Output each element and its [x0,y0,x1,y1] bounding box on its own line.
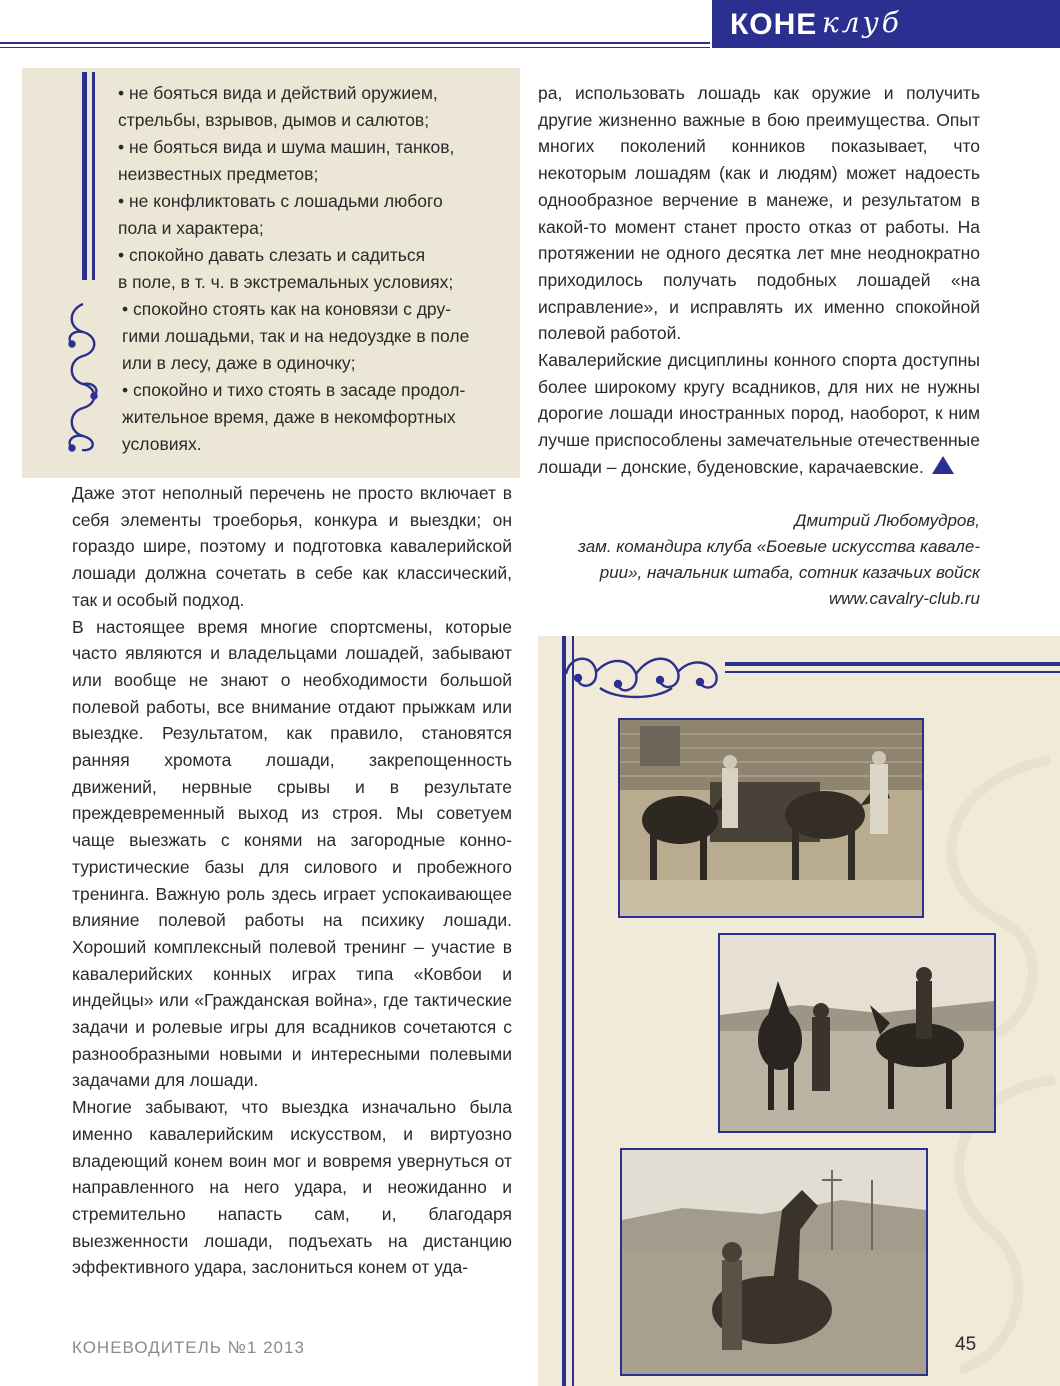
ornament-icon [58,300,108,455]
list-line: пола и характера; [118,218,264,238]
list-line: • не конфликтовать с лошадьми любого [118,191,443,211]
list-line: • не бояться вида и шума машин, танков, [118,137,455,157]
list-line: неизвестных предметов; [118,164,319,184]
photo-horses-stable-image [620,720,922,916]
paragraph-with-end-mark [538,347,980,481]
list-line: или в лесу, даже в одиночку; [122,353,356,373]
panel-bar-thin [572,636,574,1386]
magazine-issue: КОНЕВОДИТЕЛЬ №1 2013 [72,1338,305,1357]
header-rule [0,42,710,44]
brand-script: клуб [822,6,902,39]
list-line: стрельбы, взрывов, дымов и салютов; [118,110,430,130]
panel-rule-thin [725,671,1060,673]
author-role: зам. командира клуба «Боевые искусства кавале- [578,537,980,556]
paragraph: Даже этот неполный перечень не просто включает в себя элементы троеборья, конкура и выездки; он гораздо шире, поэтому и подготовка кавалерийской лошади должна сочетать в себе как классический, так и особый подход. [72,483,512,610]
photo-horses-stable [618,718,924,918]
list-line: • спокойно давать слезать и садиться [118,245,426,265]
list-line: гими лошадьми, так и на недоуздке в поле [122,326,470,346]
list-line: • спокойно и тихо стоять в засаде продол- [122,380,466,400]
left-column [72,480,512,1281]
panel-bar [562,636,566,1386]
list-line: • спокойно стоять как на коновязи с дру- [122,299,452,319]
ornament-icon [560,644,725,704]
section-brand [712,0,1060,48]
right-column [538,80,980,481]
list-line: жительное время, даже в некомфортных [122,407,456,427]
author-name: Дмитрий Любомудров, [794,511,980,530]
sidebar-bar-thin [92,72,95,280]
photo-horse-sitting [620,1148,928,1376]
page-number: 45 [955,1334,977,1355]
photo-cossacks-horses-image [720,935,994,1131]
paragraph: Многие забывают, что выездка изначально была именно кавалерийским искусством, и виртуозно владеющий конем воин мог и вовремя увернуться от направленного на него удара, и неожиданно и стремительно напасть сам, и, благодаря выезженности лошади, подъехать на дистанцию эффективного удара, заслониться конем от уда- [72,1097,512,1278]
author-site: www.cavalry-club.ru [828,589,980,608]
list-line: • не бояться вида и действий оружием, [118,83,438,103]
author-role: рии», начальник штаба, сотник казачьих войск [599,563,980,582]
brand-bold: КОНЕ [730,8,818,41]
list-line: условиях. [122,434,202,454]
photo-horse-sitting-image [622,1150,926,1374]
sidebar-bar [82,72,87,280]
paragraph: Кавалерийские дисциплины конного спорта доступны более широкому кругу всадников, для них не нужны дорогие лошади иностранных пород, наоборот, к ним лучше приспособлены замечательные отечественные лошади – донские, буденовские, карачаевские. [538,350,980,477]
panel-rule [725,662,1060,666]
end-triangle-icon [932,456,954,474]
paragraph: ра, использовать лошадь как оружие и получить другие жизненно важные в бою преимущества. Опыт многих поколений конников показывает, что некоторым лошадям (как и людям) может надоесть однообразное верчение в манеже, и результатом в какой-то момент станет просто отказ от работы. На протяжении не одного десятка лет мне неоднократно приходилось получать подобных лошадей «на исправление», и исправлять их именно спокойной полевой работой. [538,83,980,344]
author-signature [520,508,980,612]
list-line: в поле, в т. ч. в экстремальных условиях; [118,272,454,292]
header-rule-thin [0,47,710,48]
paragraph: В настоящее время многие спортсмены, которые часто являются и владельцами лошадей, забывают или вообще не знают о необходимости большой полевой работы, все внимание отдают прыжкам или выездке. Результатом, как правило, становятся ранняя хромота лошади, закрепощенность движений, нервные срывы и в результате преждевременный выход из строя. Мы советуем чаще выезжать с конями на загородные конно-туристические базы для силового и пробежного тренинга. Важную роль здесь играет успокаивающее влияние полевой работы на психику лошади. Хороший комплексный полевой тренинг – участие в кавалерийских конных играх типа «Ковбои и индейцы» или «Гражданская война», где тактические задачи и ролевые игры для всадников сочетаются с разнообразными новыми и интересными полевыми задачами для лошади. [72,616,512,1091]
sidebar-list [118,80,513,458]
photo-cossacks-horses [718,933,996,1133]
